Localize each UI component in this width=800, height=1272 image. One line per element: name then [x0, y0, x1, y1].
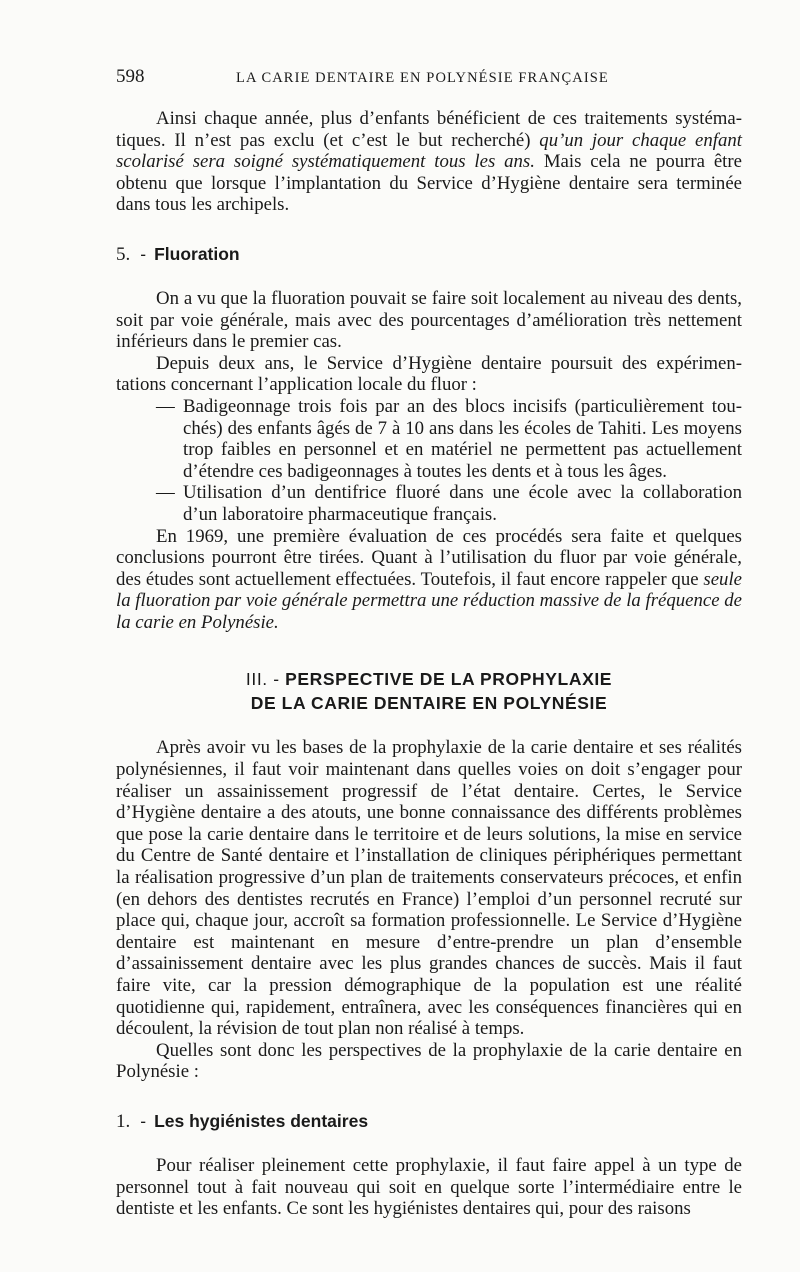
fluoration-paragraph-1: On a vu que la fluoration pouvait se faire soit localement au niveau des dents, soit par voie générale, mais avec des pourcentages d’amélioration très nettement inférieurs dans le premier cas.: [116, 287, 742, 353]
hygienistes-paragraph-1: Pour réaliser pleinement cette prophylaxie, il faut faire appel à un type de personnel tout à fait nouveau qui soit en quelque sorte l’intermédiaire entre le dentiste et les enfants. Ce sont les hygiénistes dentaires qui, pour des raisons: [116, 1154, 742, 1220]
part-title-1: PERSPECTIVE DE LA PROPHYLAXIE: [285, 669, 613, 690]
fluoration-paragraph-3: [116, 526, 742, 634]
list-item: [116, 396, 742, 482]
perspective-paragraph-2: Quelles sont donc les perspectives de la prophylaxie de la carie dentaire en Polynésie :: [116, 1039, 742, 1083]
section-number: 5.: [116, 243, 131, 265]
intro-text-end: Mais cela ne pourra être obtenu que lorsque l’implantation du Service d’Hygiène dentaire sera terminée dans tous les archipels.: [116, 151, 742, 216]
page-number: 598: [116, 66, 145, 87]
intro-text: Ainsi chaque année, plus d’enfants bénéficient de ces traitements systéma-tiques. Il n’est pas exclu (et c’est le but recherché): [116, 108, 742, 151]
list-dash: —: [156, 395, 175, 417]
list-item: [116, 482, 742, 525]
fluoration-italic: seule la fluoration par voie générale permettra une réduction massive de la fréquence de la carie en Polynésie.: [116, 568, 742, 633]
section-title: Les hygiénistes dentaires: [154, 1110, 369, 1131]
intro-italic: qu’un jour chaque enfant scolarisé sera soigné systématiquement tous les ans.: [116, 129, 743, 173]
section-dash: -: [140, 1110, 147, 1131]
section-number: 1.: [116, 1110, 131, 1132]
part-heading-line-1: [116, 667, 742, 691]
section-heading-hygienistes: [116, 1110, 742, 1133]
perspective-paragraph-1: Après avoir vu les bases de la prophylaxie de la carie dentaire et ses réalités polynésiennes, il faut voir maintenant dans quelles voies on doit s’engager pour réaliser un assainissement progressif de l’état dentaire. Certes, le Service d’Hygiène dentaire a des atouts, une bonne connaissance des différents problèmes que pose la carie dentaire dans le territoire et de leurs solutions, la mise en service du Centre de Santé dentaire et l’installation de cliniques périphériques permettant la réalisation progressive d’un plan de traitements conservateurs précoces, et enfin (en dehors des dentistes recrutés en France) l’emploi d’un personnel recruté sur place qui, chaque jour, accroît sa formation professionnelle. Le Service d’Hygiène dentaire est maintenant en mesure d’entre-prendre un plan d’ensemble d’assainissement dentaire avec les plus grandes chances de succès. Mais il faut faire vite, car la pression démographique de la population est une réalité quotidienne qui, rapidement, entraînera, avec les conséquences financières qui en découlent, la révision de tout plan non réalisé à temps.: [116, 737, 742, 1040]
fluoration-paragraph-2: Depuis deux ans, le Service d’Hygiène dentaire poursuit des expérimen-tations concernant l’application locale du fluor :: [116, 352, 742, 396]
list-item-text: Utilisation d’un dentifrice fluoré dans une école avec la collaboration d’un laboratoire pharmaceutique français.: [183, 482, 742, 525]
section-dash: -: [140, 243, 147, 264]
section-heading-fluoration: [116, 243, 742, 266]
fluoration-list: [116, 396, 742, 526]
running-title: LA CARIE DENTAIRE EN POLYNÉSIE FRANÇAISE: [236, 70, 609, 86]
running-header: [116, 66, 742, 96]
section-title: Fluoration: [154, 243, 240, 264]
intro-paragraph: [116, 108, 742, 216]
list-item-text: Badigeonnage trois fois par an des blocs incisifs (particulièrement tou-chés) des enfants âgés de 7 à 10 ans dans les écoles de Tahiti. Les moyens trop faibles en personnel et en matériel ne permettent pas actuellement d’étendre ces badigeonnages à toutes les dents et à tous les âges.: [183, 395, 742, 482]
part-heading: [116, 667, 742, 715]
document-page: [116, 66, 742, 1220]
part-number: III. -: [245, 669, 280, 690]
part-title-2: DE LA CARIE DENTAIRE EN POLYNÉSIE: [250, 693, 608, 714]
fluoration-text: En 1969, une première évaluation de ces procédés sera faite et quelques conclusions pourront être tirées. Quant à l’utilisation du fluor par voie générale, des études sont actuellement effectuées. Toutefois, il faut encore rappeler que: [116, 525, 742, 590]
list-dash: —: [156, 482, 175, 504]
